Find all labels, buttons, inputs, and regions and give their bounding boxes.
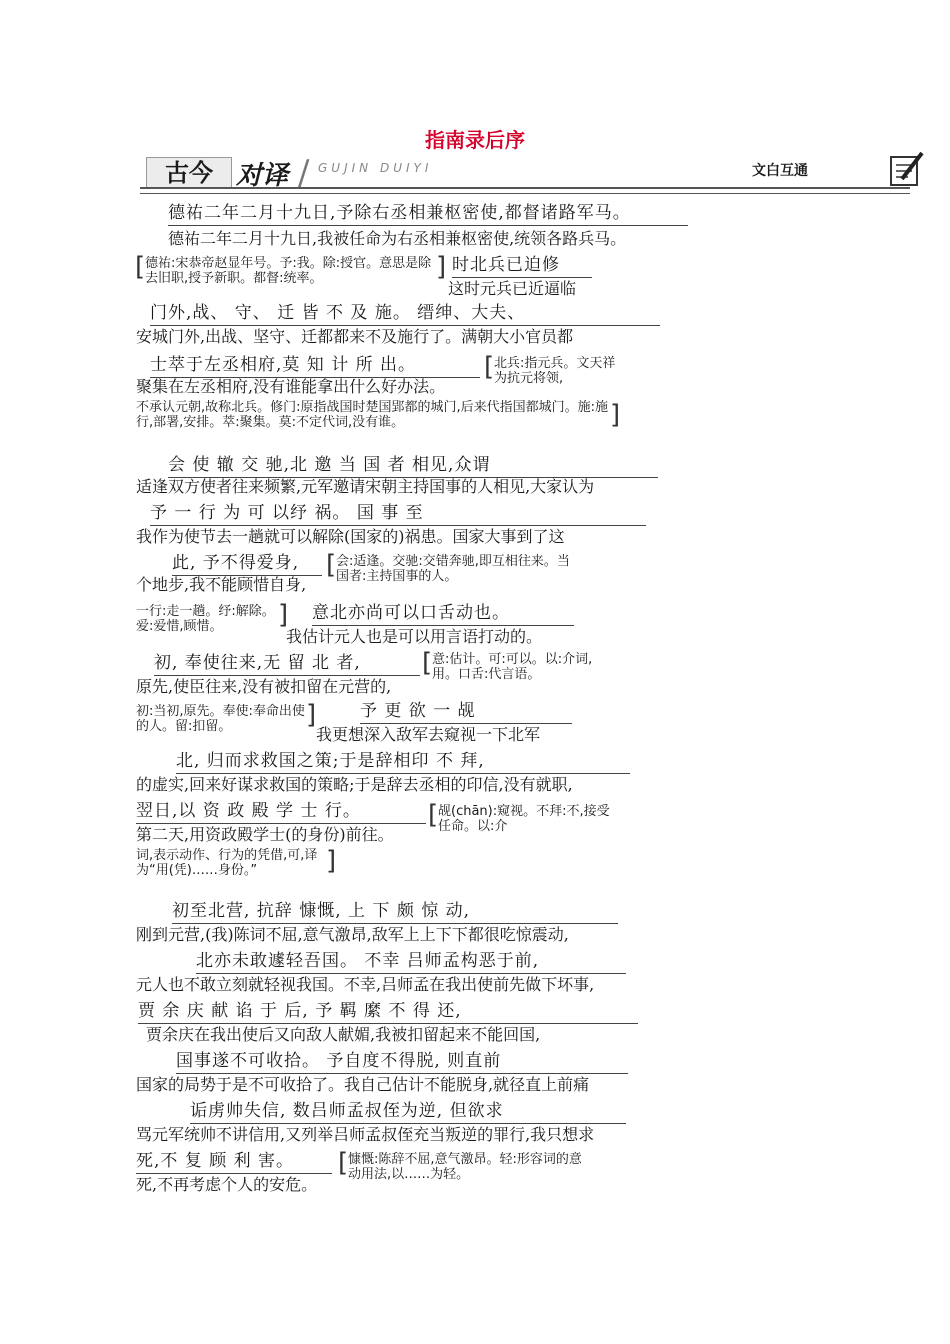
section-banner [140, 153, 930, 199]
note-bracket-icon: [ [326, 550, 337, 580]
classical-line: 予 一 行 为 可 以纾 祸。 国 事 至 [150, 498, 646, 526]
document-title: 指南录后序 [425, 128, 525, 152]
modern-line: 我作为使节去一趟就可以解除(国家的)祸患。国家大事到了这 [136, 527, 565, 546]
modern-line: 聚集在左丞相府,没有谁能拿出什么好办法。 [136, 377, 446, 396]
classical-line: 北亦未敢遽轻吾国。 不幸 吕师孟构恶于前, [196, 946, 626, 974]
note-bracket-icon: [ [135, 252, 146, 282]
note-bracket-icon: ] [436, 252, 447, 282]
classical-line: 予 更 欲 一 觇 [360, 696, 572, 724]
modern-line: 原先,使臣往来,没有被扣留在元营的, [136, 677, 392, 696]
note-bracket-icon: ] [278, 600, 289, 630]
modern-line: 个地步,我不能顾惜自身, [136, 575, 307, 594]
modern-line: 刚到元营,(我)陈词不屈,意气激昂,敌军上上下下都很吃惊震动, [136, 925, 569, 944]
note-bracket-icon: [ [484, 352, 495, 382]
classical-line: 初至北营, 抗辞 慷慨, 上 下 颇 惊 动, [172, 896, 618, 924]
note-bracket-icon: [ [422, 648, 433, 678]
modern-line: 骂元军统帅不讲信用,又列举吕师孟叔侄充当叛逆的罪行,我只想求 [136, 1125, 595, 1144]
banner-right-label: 文白互通 [752, 163, 808, 179]
banner-rule-2 [140, 193, 910, 194]
modern-line: 死,不再考虑个人的安危。 [136, 1175, 318, 1194]
annotation-note: 词,表示动作、行为的凭借,可,译为“用(凭)……身份。” [136, 848, 318, 878]
modern-line: 适逢双方使者往来频繁,元军邀请宋朝主持国事的人相见,大家认为 [136, 477, 595, 496]
modern-line: 我更想深入敌军去窥视一下北军 [316, 725, 541, 744]
classical-line: 贾 余 庆 献 谄 于 后, 予 羁 縻 不 得 还, [138, 996, 638, 1024]
note-bracket-icon: ] [610, 400, 621, 430]
annotation-note: 初:当初,原先。奉使:奉命出使的人。留:扣留。 [136, 704, 305, 734]
note-bracket-icon: ] [326, 846, 337, 876]
annotation-note: 一行:走一趟。纾:解除。爱:爱惜,顾惜。 [136, 604, 275, 634]
classical-line: 士萃于左丞相府,莫 知 计 所 出。 [150, 350, 480, 378]
classical-line: 国事遂不可收拾。 予自度不得脱, 则直前 [176, 1046, 628, 1074]
slash-divider-icon: / [298, 153, 310, 193]
note-bracket-icon: [ [338, 1148, 349, 1178]
classical-line: 死,不 复 顾 利 害。 [136, 1146, 332, 1174]
classical-line: 门外,战、 守、 迁 皆 不 及 施。 缙绅、大夫、 [150, 298, 660, 326]
banner-pinyin: GUJIN DUIYI [318, 161, 433, 175]
banner-rule [140, 187, 910, 189]
modern-line: 我估计元人也是可以用言语打动的。 [286, 627, 543, 646]
classical-line: 此, 予不得爱身, [172, 548, 322, 576]
modern-line: 安城门外,出战、坚守、迁都都来不及施行了。满朝大小官员都 [136, 327, 574, 346]
annotation-note: 北兵:指元兵。文天祥为抗元将领, [494, 356, 616, 386]
classical-line: 会 使 辙 交 驰,北 邀 当 国 者 相见,众谓 [168, 450, 658, 478]
note-bracket-icon: [ [428, 800, 439, 830]
annotation-note: 慷慨:陈辞不屈,意气激昂。轻:形容词的意动用法,以……为轻。 [348, 1152, 582, 1182]
modern-line: 这时元兵已近逼临 [448, 279, 577, 298]
modern-line: 元人也不敢立刻就轻视我国。不幸,吕师孟在我出使前先做下坏事, [136, 975, 595, 994]
note-bracket-icon: ] [306, 700, 317, 730]
classical-line: 诟虏帅失信, 数吕师孟叔侄为逆, 但欲求 [190, 1096, 626, 1124]
classical-line: 北, 归而求救国之策;于是辞相印 不 拜, [176, 746, 630, 774]
notepad-pen-icon [888, 149, 926, 189]
classical-line: 德祐二年二月十九日,予除右丞相兼枢密使,都督诸路军马。 [168, 198, 688, 226]
modern-line: 国家的局势于是不可收拾了。我自己估计不能脱身,就径直上前痛 [136, 1075, 590, 1094]
annotation-note: 意:估计。可:可以。以:介词,用。口舌:代言语。 [432, 652, 593, 682]
classical-line: 初, 奉使往来,无 留 北 者, [154, 648, 420, 676]
classical-line: 意北亦尚可以口舌动也。 [312, 598, 574, 626]
classical-line: 翌日,以 资 政 殿 学 士 行。 [136, 796, 426, 824]
modern-line: 贾余庆在我出使后又向敌人献媚,我被扣留起来不能回国, [146, 1025, 541, 1044]
annotation-note: 德祐:宋恭帝赵显年号。予:我。除:授官。意思是除去旧职,授予新职。都督:统率。 [145, 256, 432, 286]
classical-line: 时北兵已迫修 [452, 250, 592, 278]
annotation-note: 不承认元朝,故称北兵。修门:原指战国时楚国郢都的城门,后来代指国都城门。施:施行,部署,安排。萃:聚集。莫:不定代词,没有谁。 [136, 400, 609, 430]
annotation-note: 会:适逢。交驰:交错奔驰,即互相往来。当国者:主持国事的人。 [336, 554, 570, 584]
modern-line: 的虚实,回来好谋求救国的策略;于是辞去丞相的印信,没有就职, [136, 775, 573, 794]
modern-line: 第二天,用资政殿学士(的身份)前往。 [136, 825, 394, 844]
banner-badge-2: 对译 [236, 161, 289, 191]
annotation-note: 觇(chān):窥视。不拜:不,接受任命。以:介 [438, 804, 610, 834]
modern-line: 德祐二年二月十九日,我被任命为右丞相兼枢密使,统领各路兵马。 [168, 229, 627, 248]
banner-badge: 古今 [146, 157, 232, 189]
